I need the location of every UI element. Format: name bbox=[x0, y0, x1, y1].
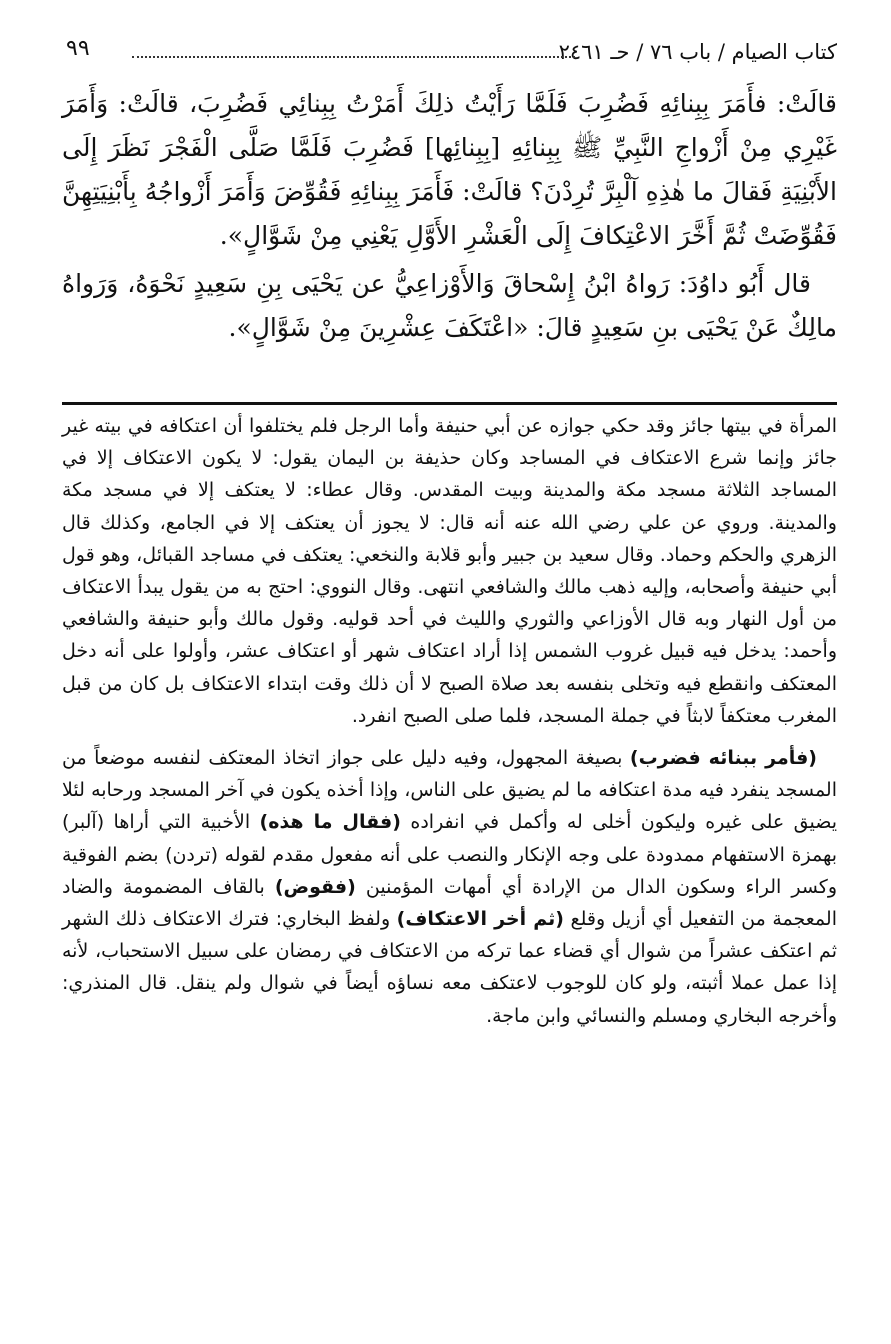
dotted-leader bbox=[132, 56, 575, 58]
commentary-text bbox=[62, 410, 837, 1032]
commentary-segment: بالقاف المضمومة والضاد المعجمة من التفعيل أي أزيل وقلع bbox=[62, 875, 837, 931]
commentary-paragraph bbox=[62, 742, 837, 1032]
page bbox=[62, 34, 837, 350]
commentary-segment: الأخبية التي أراها (آلبر) بهمزة الاستفهام ممدودة على وجه الإنكار والنصب على أنه مفعول مقدم لقوله (تردن) بضم الفوقية وكسر الراء وسكون الدال من الإرادة أي أمهات المؤمنين bbox=[62, 811, 837, 898]
quoted-phrase: (ثم أخر الاعتكاف) bbox=[396, 908, 564, 931]
page-number: ٩٩ bbox=[66, 36, 90, 61]
section-divider bbox=[62, 402, 837, 405]
hadith-paragraph: قالَتْ: فأَمَرَ بِبِنائِهِ فَضُرِبَ فَلَمَّا رَأَيْتُ ذلِكَ أَمَرْتُ بِبِنائِي فَضُرِبَ، قالَتْ: وَأَمَرَ غَيْرِي مِنْ أَزْواجِ النَّبِيِّ ﷺ بِبِنائِهِ [بِبِنائِها] فَضُرِبَ فَلَمَّا صَلَّى الْفَجْرَ نَظَرَ إِلَى الأَبْنِيَةِ فَقالَ ما هٰذِهِ آلْبِرَّ تُرِدْنَ؟ قالَتْ: فَأَمَرَ بِبِنائِهِ فَقُوِّضَ وَأَمَرَ أَزْواجُهُ بِأَبْنِيَتِهِنَّ فَقُوِّضَتْ ثُمَّ أَخَّرَ الاعْتِكافَ إِلَى الْعَشْرِ الأَوَّلِ يَعْنِي مِنْ شَوَّالٍ». bbox=[62, 89, 837, 250]
quoted-phrase: (فقوض) bbox=[274, 875, 356, 898]
running-header bbox=[62, 34, 837, 74]
commentary-segment: بصيغة المجهول، وفيه دليل على جواز اتخاذ المعتكف لنفسه موضعاً من المسجد ينفرد فيه مدة اعتكافه ما لم يضيق على الناس، وإذا أخذه يكون في آخر المسجد ورحابه لئلا يضيق على غيره وليكون أخلى له وأكمل في انفراده bbox=[62, 747, 837, 834]
quoted-phrase: (فقال ما هذه) bbox=[259, 811, 401, 834]
hadith-text bbox=[62, 82, 837, 350]
commentary-segment: ولفظ البخاري: فترك الاعتكاف ذلك الشهر ثم اعتكف عشراً من شوال أي قضاء عما تركه من الاعتكاف في رمضان على سبيل الاستحباب، لأنه إذا عمل عملا أثبته، ولو كان للوجوب لاعتكف معه نساؤه أيضاً في شوال ولم ينقل. قال المنذري: وأخرجه البخاري ومسلم والنسائي وابن ماجة. bbox=[62, 908, 837, 1027]
quoted-phrase: (فأمر ببنائه فضرب) bbox=[629, 747, 817, 770]
chapter-title: كتاب الصيام / باب ٧٦ / حـ ٢٤٦١ bbox=[558, 40, 837, 64]
commentary-paragraph: المرأة في بيتها جائز وقد حكي جوازه عن أبي حنيفة وأما الرجل فلم يختلفوا أن اعتكافه في بيته غير جائز وإنما شرع الاعتكاف في المساجد وكان حذيفة بن اليمان يقول: لا يكون الاعتكاف إلا في المساجد الثلاثة مسجد مكة والمدينة وبيت المقدس. وقال عطاء: لا يعتكف إلا في مسجد مكة والمدينة. وروي عن علي رضي الله عنه أنه قال: لا يجوز أن يعتكف إلا في الجامع، وكذلك قال الزهري والحكم وحماد. وقال سعيد بن جبير وأبو قلابة والنخعي: يعتكف في مساجد القبائل، وهو قول أبي حنيفة وأصحابه، وإليه ذهب مالك والشافعي انتهى. وقال النووي: احتج به من يقول يبدأ الاعتكاف من أول النهار وبه قال الأوزاعي والثوري والليث في أحد قوليه. وقول مالك وأبو حنيفة والشافعي وأحمد: يدخل فيه قبيل غروب الشمس إذا أراد اعتكاف شهر أو اعتكاف عشر، وأولوا على أنه دخل المعتكف وانقطع فيه وتخلى بنفسه بعد صلاة الصبح لا أن ذلك وقت ابتداء الاعتكاف بل كان من قبل المغرب معتكفاً لابثاً في جملة المسجد، فلما صلى الصبح انفرد. bbox=[62, 415, 837, 727]
abu-dawud-note: قال أَبُو داوُدَ: رَواهُ ابْنُ إِسْحاقَ وَالأَوْزاعِيُّ عن يَحْيَى بِنِ سَعِيدٍ نَحْوَهُ، وَرَواهُ مالِكٌ عَنْ يَحْيَى بنِ سَعِيدٍ قالَ: «اعْتَكَفَ عِشْرِينَ مِنْ شَوَّالٍ». bbox=[62, 269, 837, 342]
